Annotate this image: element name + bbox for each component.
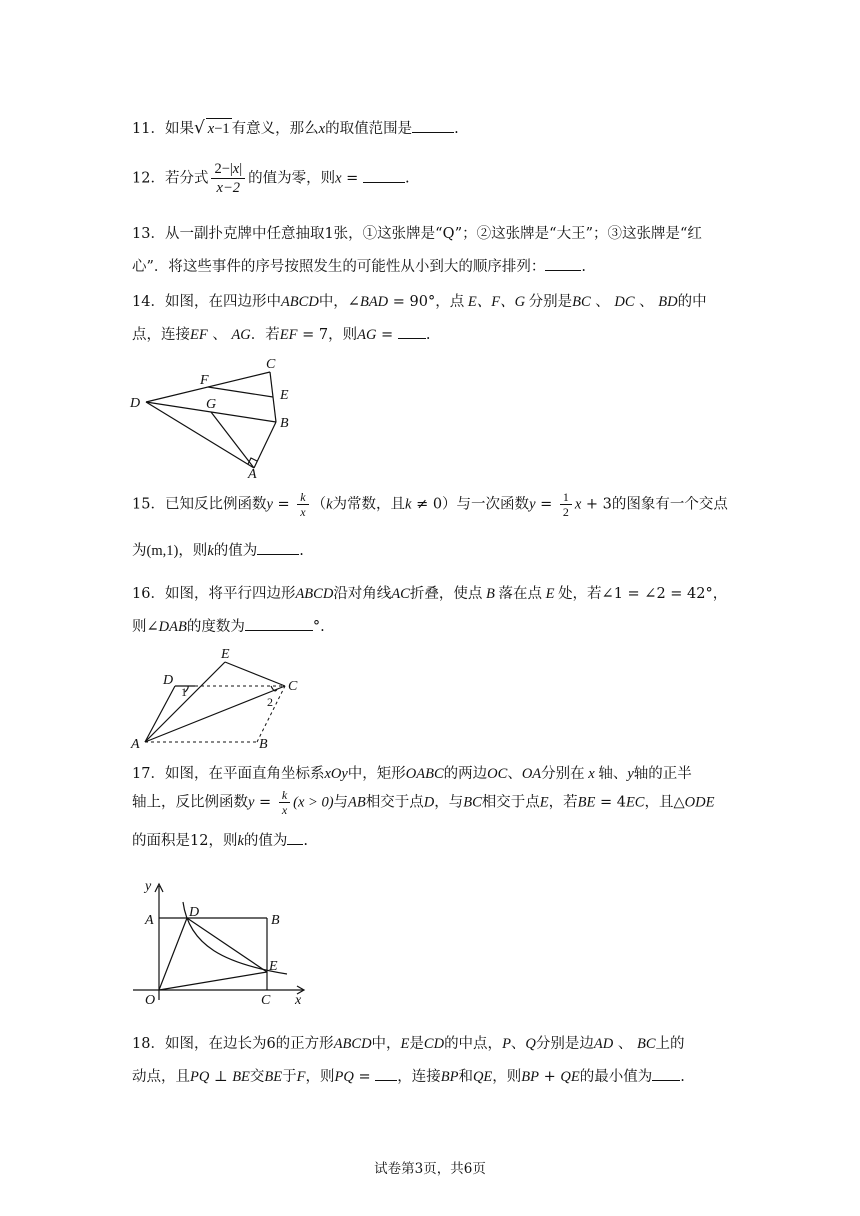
label-c: C [261,993,271,1008]
question-15: 15．已知反比例函数y = $\frac{k}{x}$ （k为常数，且k ≠ 0）与一次函数y = $\frac{1}{2}$ x + 3的图象有一个交点 为(m,1)，则k的值为 . [132,490,728,559]
label-b: B [259,737,268,752]
label-c: C [288,679,298,694]
label-angle-2: 2 [267,695,273,709]
segment-fe [208,387,273,397]
label-d: D [163,673,174,688]
label-d: D [189,905,200,920]
fraction-k-over-x: $\frac{k}{x}$ [297,490,308,519]
answer-blank [257,540,299,555]
figure-q14 [120,352,320,482]
label-x: x [295,993,302,1008]
answer-blank [287,830,303,845]
angle-2-arc [271,686,277,691]
fraction-half: $\frac{1}{2}$ [560,490,572,519]
segment-ba [254,422,276,468]
question-14: 14．如图，在四边形中ABCD中，∠BAD = 90°，点 E、F、G 分别是BC 、 DC 、 BD的中 点，连接EF 、 AG．若EF = 7，则AG = . [132,294,707,343]
label-y: y [145,879,152,894]
label-f: F [200,373,209,388]
label-e: E [269,959,278,974]
figure-q17 [125,876,315,1011]
sqrt-sign: √ [193,118,205,138]
question-18: 18．如图，在边长为6的正方形ABCD中，E是CD的中点，P、Q分别是边AD 、 BC上的 动点，且PQ ⊥ BE交BE于F，则PQ = ，连接BP和QE，则BP + QE的最小值为 . [132,1036,685,1085]
radicand: x−1 [206,118,232,139]
right-angle-mark [248,458,257,464]
label-e: E [280,388,289,403]
question-12: 12．若分式 $\frac{2-|x|}{x-2}$ 的值为零，则x = . [132,161,410,196]
question-13: 13．从一副扑克牌中任意抽取1张，①这张牌是“Q”；②这张牌是“大王”；③这张牌是“红 心”．将这些事件的序号按照发生的可能性从小到大的顺序排列： . [132,226,702,275]
label-c: C [266,357,276,372]
segment-ae [145,662,225,742]
page-footer: 试卷第3页，共6页 [374,1161,486,1177]
label-angle-1: 1 [181,685,187,699]
answer-blank [245,616,313,631]
answer-blank [375,1066,397,1081]
figure-q16 [125,648,315,753]
fraction: $\frac{2-|x|}{x-2}$ [211,160,245,197]
answer-blank [398,324,426,339]
label-a: A [145,913,154,928]
question-11: 11．如果√ x−1 有意义，那么x的取值范围是 . [132,118,459,138]
label-b: B [280,416,289,431]
segment-da [146,402,254,468]
segment-od [159,918,187,990]
label-a: A [248,467,257,482]
label-g: G [206,397,217,412]
question-17: 17．如图，在平面直角坐标系xOy中，矩形OABC的两边OC、OA分别在 x 轴、y轴的正半 轴上，反比例函数y = $\frac{k}{x}$ (x > 0)与AB相交于点D，与BC相交于点E，若BE = 4EC，且△ODE 的面积是12，则k的值为 . [132,766,715,849]
question-16: 16．如图，将平行四边形ABCD沿对角线AC折叠，使点 B 落在点 E 处，若∠1 = ∠2 = 42°， 则∠DAB的度数为 °. [132,586,728,635]
segment-ad [145,686,175,742]
segment-ac [145,686,285,742]
answer-blank [412,118,454,133]
label-d: D [130,396,141,411]
label-o: O [145,993,156,1008]
segment-ec [225,662,285,686]
label-a: A [131,737,140,752]
answer-blank [545,256,581,271]
segment-oe [159,972,267,990]
fraction-k-over-x: $\frac{k}{x}$ [279,788,290,817]
segment-de [187,918,267,972]
segment-ga [211,412,254,468]
answer-blank [363,168,405,183]
label-b: B [271,913,280,928]
label-e: E [221,648,230,662]
answer-blank [652,1066,680,1081]
